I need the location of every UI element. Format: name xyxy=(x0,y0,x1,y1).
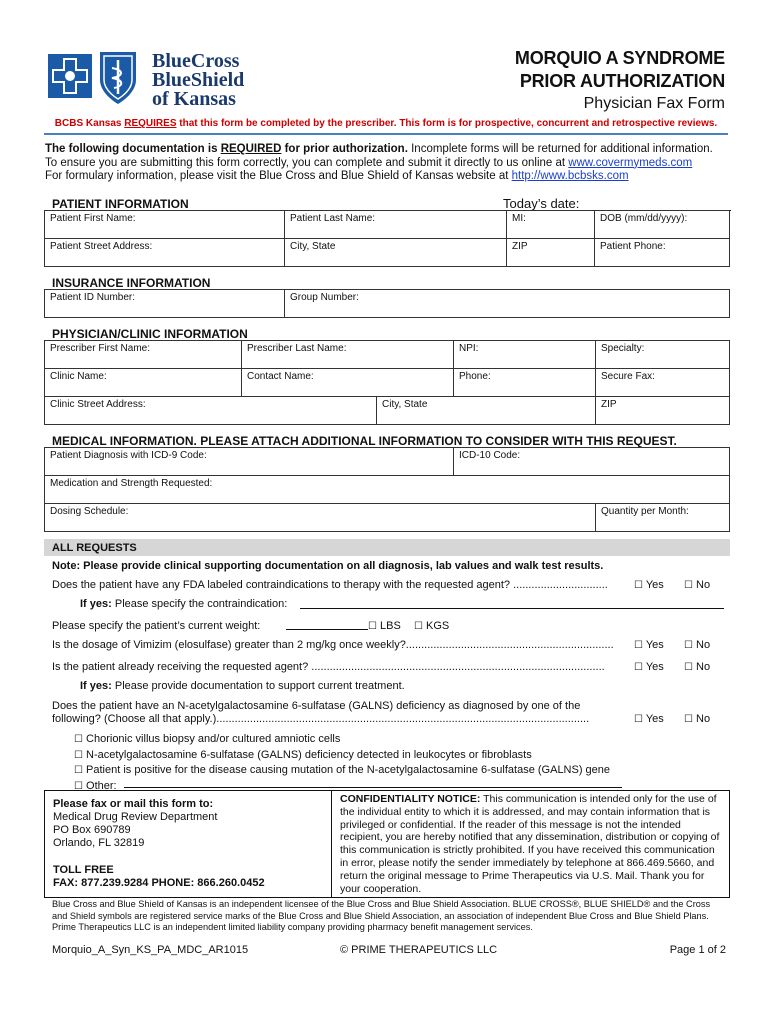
secure-fax-field[interactable]: Secure Fax: xyxy=(596,369,730,397)
q4-option[interactable]: ☐ Patient is positive for the disease causing mutation of the N-acetylgalactosamine 6-sulfatase (GALNS) gene xyxy=(74,764,611,776)
patient-city-state-field[interactable]: City, State xyxy=(285,239,507,267)
q4-no[interactable]: ☐ No xyxy=(684,713,711,725)
physician-section-title: PHYSICIAN/CLINIC INFORMATION xyxy=(52,327,248,341)
checkbox-icon: ☐ xyxy=(74,734,83,745)
patient-last-name-field[interactable]: Patient Last Name: xyxy=(285,211,507,239)
title-line-2: PRIOR AUTHORIZATION xyxy=(519,71,725,91)
q1-contraindications: Does the patient have any FDA labeled contraindications to therapy with the requested agent? ............................... xyxy=(52,579,608,591)
patient-section-title: PATIENT INFORMATION xyxy=(52,197,189,211)
q4-option[interactable]: ☐ N-acetylgalactosamine 6-sulfatase (GALNS) deficiency detected in leukocytes or fibroblasts xyxy=(74,748,532,761)
physician-address-table xyxy=(44,396,730,425)
blue-shield-icon xyxy=(98,50,138,106)
patient-first-name-field[interactable]: Patient First Name: xyxy=(45,211,285,239)
dosing-table xyxy=(44,503,730,532)
checkbox-icon: ☐ xyxy=(74,780,83,792)
patient-street-field[interactable]: Patient Street Address: xyxy=(45,239,285,267)
title-line-1: MORQUIO A SYNDROME xyxy=(514,48,725,68)
insurance-table xyxy=(44,289,730,318)
clinic-city-state-field[interactable]: City, State xyxy=(377,397,596,425)
q2-dosage: Is the dosage of Vimizim (elosulfase) greater than 2 mg/kg once weekly?.................................................................... xyxy=(52,639,614,651)
checkbox-icon: ☐ xyxy=(684,640,693,651)
checkbox-icon: ☐ xyxy=(74,749,83,761)
fax-mail-box: Please fax or mail this form to: Medical Drug Review Department PO Box 690789 Orlando, FL 32819 TOLL FREE FAX: 877.239.9284 PHONE: 866.260.0452 xyxy=(44,790,332,898)
checkbox-icon: ☐ xyxy=(74,765,83,776)
bcbs-logo xyxy=(48,50,278,112)
covermymeds-link[interactable]: www.covermymeds.com xyxy=(568,156,693,169)
bcbsks-link[interactable]: http://www.bcbsks.com xyxy=(511,170,629,182)
specialty-field[interactable]: Specialty: xyxy=(596,341,730,369)
divider xyxy=(44,133,728,135)
prescriber-first-name-field[interactable]: Prescriber First Name: xyxy=(45,341,242,369)
patient-dob-field[interactable]: DOB (mm/dd/yyyy): xyxy=(595,211,730,239)
page-number: Page 1 of 2 xyxy=(669,944,726,956)
prescriber-last-name-field[interactable]: Prescriber Last Name: xyxy=(242,341,454,369)
clinic-name-field[interactable]: Clinic Name: xyxy=(45,369,242,397)
medical-section-title: MEDICAL INFORMATION. PLEASE ATTACH ADDITIONAL INFORMATION TO CONSIDER WITH THIS REQUEST. xyxy=(52,434,677,448)
medication-table xyxy=(44,475,730,504)
copyright: © PRIME THERAPEUTICS LLC xyxy=(340,944,498,956)
patient-table xyxy=(44,210,730,267)
checkbox-icon: ☐ xyxy=(368,621,377,632)
q1-yes[interactable]: ☐ Yes xyxy=(634,579,664,591)
q4-yes[interactable]: ☐ Yes xyxy=(634,713,664,725)
contraindication-input-line[interactable] xyxy=(300,599,724,609)
q2-no[interactable]: ☐ No xyxy=(684,639,711,651)
patient-zip-field[interactable]: ZIP xyxy=(507,239,595,267)
insurance-section-title: INSURANCE INFORMATION xyxy=(52,276,211,290)
form-title xyxy=(515,48,725,113)
checkbox-icon: ☐ xyxy=(634,714,643,725)
checkbox-icon: ☐ xyxy=(684,714,693,725)
weight-kgs[interactable]: ☐ KGS xyxy=(414,620,450,632)
patient-mi-field[interactable]: MI: xyxy=(507,211,595,239)
licensee-note: Blue Cross and Blue Shield of Kansas is an independent licensee of the Blue Cross and Blue Shield Association. BLUE CROSS®, BLUE SHIELD® and the Cross and Shield symbols are registered service marks of the Blue Cross and Blue Shield Association, an association of independent Blue Cross and Blue Shield Plans. Prime Therapeutics LLC is an independent limited liability company providing pharmacy benefit management services. xyxy=(52,899,711,932)
physician-table xyxy=(44,340,730,397)
blue-cross-icon xyxy=(48,54,92,98)
npi-field[interactable]: NPI: xyxy=(454,341,596,369)
q2-yes[interactable]: ☐ Yes xyxy=(634,639,664,651)
todays-date-field[interactable]: Today’s date: xyxy=(503,196,731,211)
quantity-per-month-field[interactable]: Quantity per Month: xyxy=(596,504,730,532)
medical-table xyxy=(44,447,730,476)
checkbox-icon: ☐ xyxy=(634,662,643,673)
clinic-zip-field[interactable]: ZIP xyxy=(596,397,730,425)
q3-receiving: Is the patient already receiving the requested agent? ................................................................................................ xyxy=(52,661,605,673)
checkbox-icon: ☐ xyxy=(634,580,643,591)
intro-text: The following documentation is REQUIRED for prior authorization. Incomplete forms will be returned for additional information. To ensure you are submitting this form correctly, you can complete and submit it directly to us online at www.covermymeds.com For formulary information, please visit the Blue Cross and Blue Shield of Kansas website at http://www.bcbsks.com xyxy=(45,143,713,182)
weight-question: Please specify the patient’s current weight: xyxy=(52,620,261,632)
logo-wordmark: BlueCross BlueShield of Kansas xyxy=(152,50,245,110)
diagnosis-icd9-field[interactable]: Patient Diagnosis with ICD-9 Code: xyxy=(45,448,454,476)
group-number-field[interactable]: Group Number: xyxy=(285,290,730,318)
q3-no[interactable]: ☐ No xyxy=(684,661,711,673)
patient-phone-field[interactable]: Patient Phone: xyxy=(595,239,730,267)
patient-id-field[interactable]: Patient ID Number: xyxy=(45,290,285,318)
clinic-phone-field[interactable]: Phone: xyxy=(454,369,596,397)
q4-option[interactable]: ☐ Other: xyxy=(74,779,117,792)
checkbox-icon: ☐ xyxy=(684,662,693,673)
q1-no[interactable]: ☐ No xyxy=(684,579,711,591)
q4-galns: Does the patient have an N-acetylgalactosamine 6-sulfatase (GALNS) deficiency as diagnosed by one of the following? (Choose all that apply.).......................................................................................................................... xyxy=(52,700,590,725)
checkbox-icon: ☐ xyxy=(684,580,693,591)
other-input-line[interactable] xyxy=(124,778,622,788)
q3-if-yes: If yes: Please provide documentation to support current treatment. xyxy=(80,680,405,692)
dosing-schedule-field[interactable]: Dosing Schedule: xyxy=(45,504,596,532)
weight-lbs[interactable]: ☐ LBS xyxy=(368,620,401,632)
checkbox-icon: ☐ xyxy=(414,621,423,632)
confidentiality-notice: CONFIDENTIALITY NOTICE: This communication is intended only for the use of the individual entity to which it is addressed, and may contain information that is privileged or confidential. If the reader of this message is not the intended recipient, you are hereby notified that any dissemination, distribution or copying of this communication is strictly prohibited. If you have received this communication in error, please notify the sender immediately by telephone at 866.469.5660, and return the original message to Prime Therapeutics via U.S. Mail. Thank you for your cooperation. xyxy=(332,790,730,898)
requirement-notice: BCBS Kansas REQUIRES that this form be completed by the prescriber. This form is for prospective, concurrent and retrospective reviews. xyxy=(54,118,718,129)
q1-if-yes: If yes: Please specify the contraindication: xyxy=(80,598,288,610)
title-line-3: Physician Fax Form xyxy=(583,95,725,112)
weight-input-line[interactable] xyxy=(286,620,368,630)
medication-strength-field[interactable]: Medication and Strength Requested: xyxy=(45,476,730,504)
clinic-street-field[interactable]: Clinic Street Address: xyxy=(45,397,377,425)
q4-option[interactable]: ☐ Chorionic villus biopsy and/or cultured amniotic cells xyxy=(74,733,341,745)
requests-note: Note: Please provide clinical supporting documentation on all diagnosis, lab values and walk test results. xyxy=(52,560,604,572)
q3-yes[interactable]: ☐ Yes xyxy=(634,661,664,673)
icd10-field[interactable]: ICD-10 Code: xyxy=(454,448,730,476)
checkbox-icon: ☐ xyxy=(634,640,643,651)
all-requests-header: ALL REQUESTS xyxy=(44,539,730,556)
form-code: Morquio_A_Syn_KS_PA_MDC_AR1015 xyxy=(52,944,249,956)
contact-name-field[interactable]: Contact Name: xyxy=(242,369,454,397)
